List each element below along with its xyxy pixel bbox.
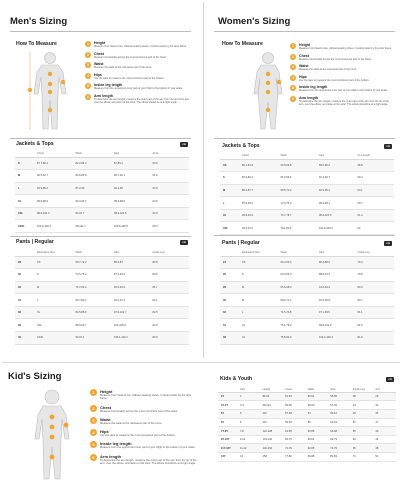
body-outline-icon bbox=[22, 50, 78, 132]
numbered-circle-icon: 2 bbox=[90, 405, 97, 412]
measure-item: 6 Arm length To determine the arm length, measure the outer part of the arm from the tip of the arm, over the elbow, and down to the wrist. The elbow should be at a right angle. bbox=[292, 95, 389, 106]
table-row: 38 XXL 88.9-92.7 102-105.8 82.9 bbox=[15, 319, 189, 332]
table-row: 32 M 76.7-80.4 90.5-93.9 81.7 bbox=[15, 281, 189, 294]
womens-jackets-table bbox=[220, 152, 394, 235]
measure-item: 5 Inside leg length Measure from the uppermost inner part of your thigh to the bottom of your ankle. bbox=[90, 441, 198, 449]
divider bbox=[214, 138, 395, 139]
mens-pants-table bbox=[15, 249, 189, 345]
numbered-circle-icon: 6 bbox=[90, 454, 97, 461]
table-row: XL 95.5-98.3 90.3-93.7 95.3-98.6 63.9 bbox=[15, 195, 189, 208]
pants-heading: Pants | Regular bbox=[222, 240, 260, 246]
table-row: 5Y 5 110 57-58 54 60-61 48 35 bbox=[218, 410, 396, 419]
table-row: 28 XS 68.7-72.2 85.6-87 80.5 bbox=[15, 256, 189, 269]
divider bbox=[10, 31, 191, 32]
measure-item: 3 Waist Measure the waist at the narrowest part of the torso. bbox=[87, 62, 152, 70]
numbered-circle-icon: 4 bbox=[292, 75, 294, 80]
table-row: 34 XL 75.1-78.2 99.8-102.9 81.5 bbox=[220, 319, 394, 332]
table-row: 40 XXXL 93-97.1 106.1-110.2 83.3 bbox=[15, 332, 189, 345]
measure-item: 4 Hips Use the tape to measure the most prominent part of the bottom. bbox=[90, 429, 198, 437]
measure-item: 5 Inside leg length Measure from the uppermost inner part of your thigh to the bottom of your ankle. bbox=[292, 85, 388, 93]
numbered-circle-icon: 1 bbox=[90, 389, 97, 396]
measure-item: 4 Hips Use the tape to measure the most prominent part of the bottom. bbox=[87, 72, 165, 80]
measure-item: 3 Waist Measure the waist at the narrowest part of the torso. bbox=[90, 417, 198, 425]
table-row: 11Y-12Y 11-12 146-152 71-76 62-65 74-79 66 48 bbox=[218, 444, 396, 453]
unit-toggle-button[interactable]: cm bbox=[182, 142, 186, 146]
table-row: M 85.2-87.7 69.5-72.2 92.9-95.1 60.1 bbox=[220, 184, 394, 197]
kids-sizing-panel bbox=[2, 362, 400, 488]
womens-sizing-panel bbox=[203, 2, 400, 358]
measure-item: 1 Height Measure from head to toe, without wearing shoes. It works better by the door frame. bbox=[292, 43, 392, 51]
pants-section-header bbox=[16, 238, 188, 246]
table-row: 9Y-10Y 9-10 134-140 66-70 59-61 69-73 60 44 bbox=[218, 435, 396, 444]
pants-heading: Pants | Regular bbox=[16, 239, 54, 245]
table-row: L 87.5-90.5 72.5-75.4 95.3-98.1 60.7 bbox=[220, 197, 394, 210]
table-row: 26 S 63.6-65.3 88.8-91.4 79.8 bbox=[220, 269, 394, 282]
table-row: 30 M 68.6-71.2 94.5-96.8 80.7 bbox=[220, 294, 394, 307]
mens-jackets-table bbox=[15, 150, 189, 233]
jackets-section-header bbox=[16, 140, 188, 148]
numbered-circle-icon: 5 bbox=[292, 86, 294, 90]
body-outline-icon bbox=[24, 387, 80, 483]
table-header-row: Chest Waist Hips Arm length bbox=[220, 152, 394, 159]
numbered-circle-icon: 5 bbox=[87, 84, 89, 88]
unit-toggle-button[interactable]: cm bbox=[388, 377, 392, 381]
table-row: XS 80.1-81.6 63.5-66.8 89.6-90.2 58.8 bbox=[220, 159, 394, 172]
table-row: 3Y-4Y 3-4 98-104 54-56 52-53 57-59 44 32 bbox=[218, 401, 396, 410]
measurement-list bbox=[290, 43, 394, 109]
table-row: 28 M 65.6-68.3 91.6-94.2 80.3 bbox=[220, 281, 394, 294]
table-row: L 92.9-95.2 87.2-90 92.4-95 62.9 bbox=[15, 182, 189, 195]
how-to-measure-heading: How To Measure bbox=[222, 41, 263, 47]
table-row: 32 L 71.5-74.8 97.1-99.5 81.1 bbox=[220, 306, 394, 319]
kids-size-table bbox=[218, 387, 396, 462]
numbered-circle-icon: 3 bbox=[292, 65, 294, 69]
measure-item: 5 Inside leg length Measure from the uppermost inner part of your thigh to the bottom of your ankle. bbox=[87, 83, 183, 91]
numbered-circle-icon: 3 bbox=[90, 417, 97, 424]
table-row: S 87.7-90.2 82.2-84.3 87-89.4 60.9 bbox=[15, 157, 189, 170]
table-row: XL 90.8-93.9 75.7-78.7 98.4-101.5 61.4 bbox=[220, 209, 394, 222]
measure-item: 6 Arm length To determine the arm length, measure the outer part of the arm from the tip of the arm, over the elbow, and down to the wrist. The elbow should be at a right angle. bbox=[90, 454, 198, 466]
measure-item: 2 Chest Measure horizontally across the most prominent part of the chest. bbox=[90, 405, 198, 413]
table-row: XXL 98.6-102.3 94-97.7 98.9-102.5 64.9 bbox=[15, 207, 189, 220]
jackets-heading: Jackets & Tops bbox=[16, 141, 54, 147]
numbered-circle-icon: 1 bbox=[292, 44, 294, 48]
kids-youth-heading: Kids & Youth bbox=[220, 376, 253, 382]
mens-title: Men's Sizing bbox=[10, 16, 68, 27]
table-row: 6Y 6 116 59-60 55 62-63 51 37 bbox=[218, 418, 396, 427]
table-row: XXXL 102.6-106.3 98-101.7 102.8-106.5 65.9 bbox=[15, 220, 189, 233]
table-row: 13Y 13 158 77-80 66-68 80-83 71 52 bbox=[218, 453, 396, 462]
jackets-heading: Jackets & Tops bbox=[222, 143, 260, 149]
numbered-circle-icon: 6 bbox=[292, 96, 294, 101]
numbered-circle-icon: 4 bbox=[87, 73, 89, 78]
womens-title: Women's Sizing bbox=[218, 16, 291, 27]
measurement-list bbox=[85, 41, 190, 107]
kids-title: Kid's Sizing bbox=[8, 371, 62, 382]
table-row: 36 XL 84.5-88.6 97.6-101.7 82.5 bbox=[15, 306, 189, 319]
numbered-circle-icon: 1 bbox=[87, 42, 89, 46]
measure-item: 3 Waist Measure the waist at the narrowest part of the torso. bbox=[292, 64, 357, 72]
measure-item: 6 Arm length To determine the arm length, measure the outer part of the arm from the tip of the arm, over the elbow, and down to the wrist. The elbow should be at a right angle. bbox=[87, 93, 190, 104]
table-row: 34 L 80.7-84.2 94.2-97.3 82.1 bbox=[15, 294, 189, 307]
how-to-measure-heading: How To Measure bbox=[16, 41, 57, 47]
numbered-circle-icon: 2 bbox=[87, 52, 89, 57]
table-row: 30 S 72.5-76.4 87.3-90.2 80.9 bbox=[15, 269, 189, 282]
numbered-circle-icon: 5 bbox=[90, 441, 97, 448]
divider bbox=[10, 138, 191, 139]
pants-section-header bbox=[222, 239, 392, 247]
numbered-circle-icon: 4 bbox=[90, 429, 97, 436]
unit-toggle-button[interactable]: cm bbox=[386, 241, 390, 245]
table-row: M 90.5-92.7 84.6-86.9 89.7-92.1 61.9 bbox=[15, 170, 189, 183]
mens-sizing-panel bbox=[2, 2, 199, 358]
divider bbox=[214, 31, 395, 32]
numbered-circle-icon: 6 bbox=[87, 94, 89, 99]
table-header-row: Equivalent Size Waist Hips Inside Leg bbox=[15, 249, 189, 256]
table-header-row: Size Height Chest Waist Hips Inside Leg Arm bbox=[218, 387, 396, 392]
table-row: 7Y-8Y 7-8 122-128 61-65 56-58 64-68 55 40 bbox=[218, 427, 396, 436]
numbered-circle-icon: 3 bbox=[87, 63, 89, 67]
measure-item: 1 Height Measure from head to toe, without wearing shoes. It works better by the door frame. bbox=[90, 389, 198, 401]
table-row: XXL 94.3-97.6 79.1-82.5 101.8-105.4 62 bbox=[220, 222, 394, 235]
womens-pants-table bbox=[220, 249, 394, 345]
table-row: S 82.9-84.4 66.3-69.6 91.2-92.7 59.4 bbox=[220, 172, 394, 185]
numbered-circle-icon: 2 bbox=[292, 54, 294, 59]
jackets-section-header bbox=[222, 142, 392, 150]
divider bbox=[10, 236, 191, 237]
unit-toggle-button[interactable]: cm bbox=[182, 240, 186, 244]
kids-table-header bbox=[220, 375, 394, 383]
measure-item: 4 Hips Use the tape to measure the most prominent part of the bottom. bbox=[292, 74, 370, 82]
table-row: 24 XS 60.2-63.4 86.4-88.6 79.4 bbox=[220, 256, 394, 269]
table-header-row: Chest Waist Hips Arms bbox=[15, 150, 189, 157]
measure-item: 2 Chest Measure horizontally across the most prominent part of the chest. bbox=[87, 51, 167, 59]
table-header-row: Equivalent Size Waist Hips Inside Leg bbox=[220, 249, 394, 256]
body-outline-icon bbox=[244, 50, 292, 132]
table-row: 2Y 2 86-92 52-53 50-51 53-55 38 29 bbox=[218, 392, 396, 401]
measurement-list bbox=[90, 389, 198, 469]
table-row: 36 XL 78.5-82.4 103.2-106.4 81.9 bbox=[220, 332, 394, 345]
measure-item: 2 Chest Measure horizontally across the most prominent part of the chest. bbox=[292, 53, 372, 61]
unit-toggle-button[interactable]: cm bbox=[386, 144, 390, 148]
divider bbox=[214, 235, 395, 236]
measure-item: 1 Height Measure from head to toe, without wearing shoes. It works better by the door frame. bbox=[87, 41, 187, 49]
